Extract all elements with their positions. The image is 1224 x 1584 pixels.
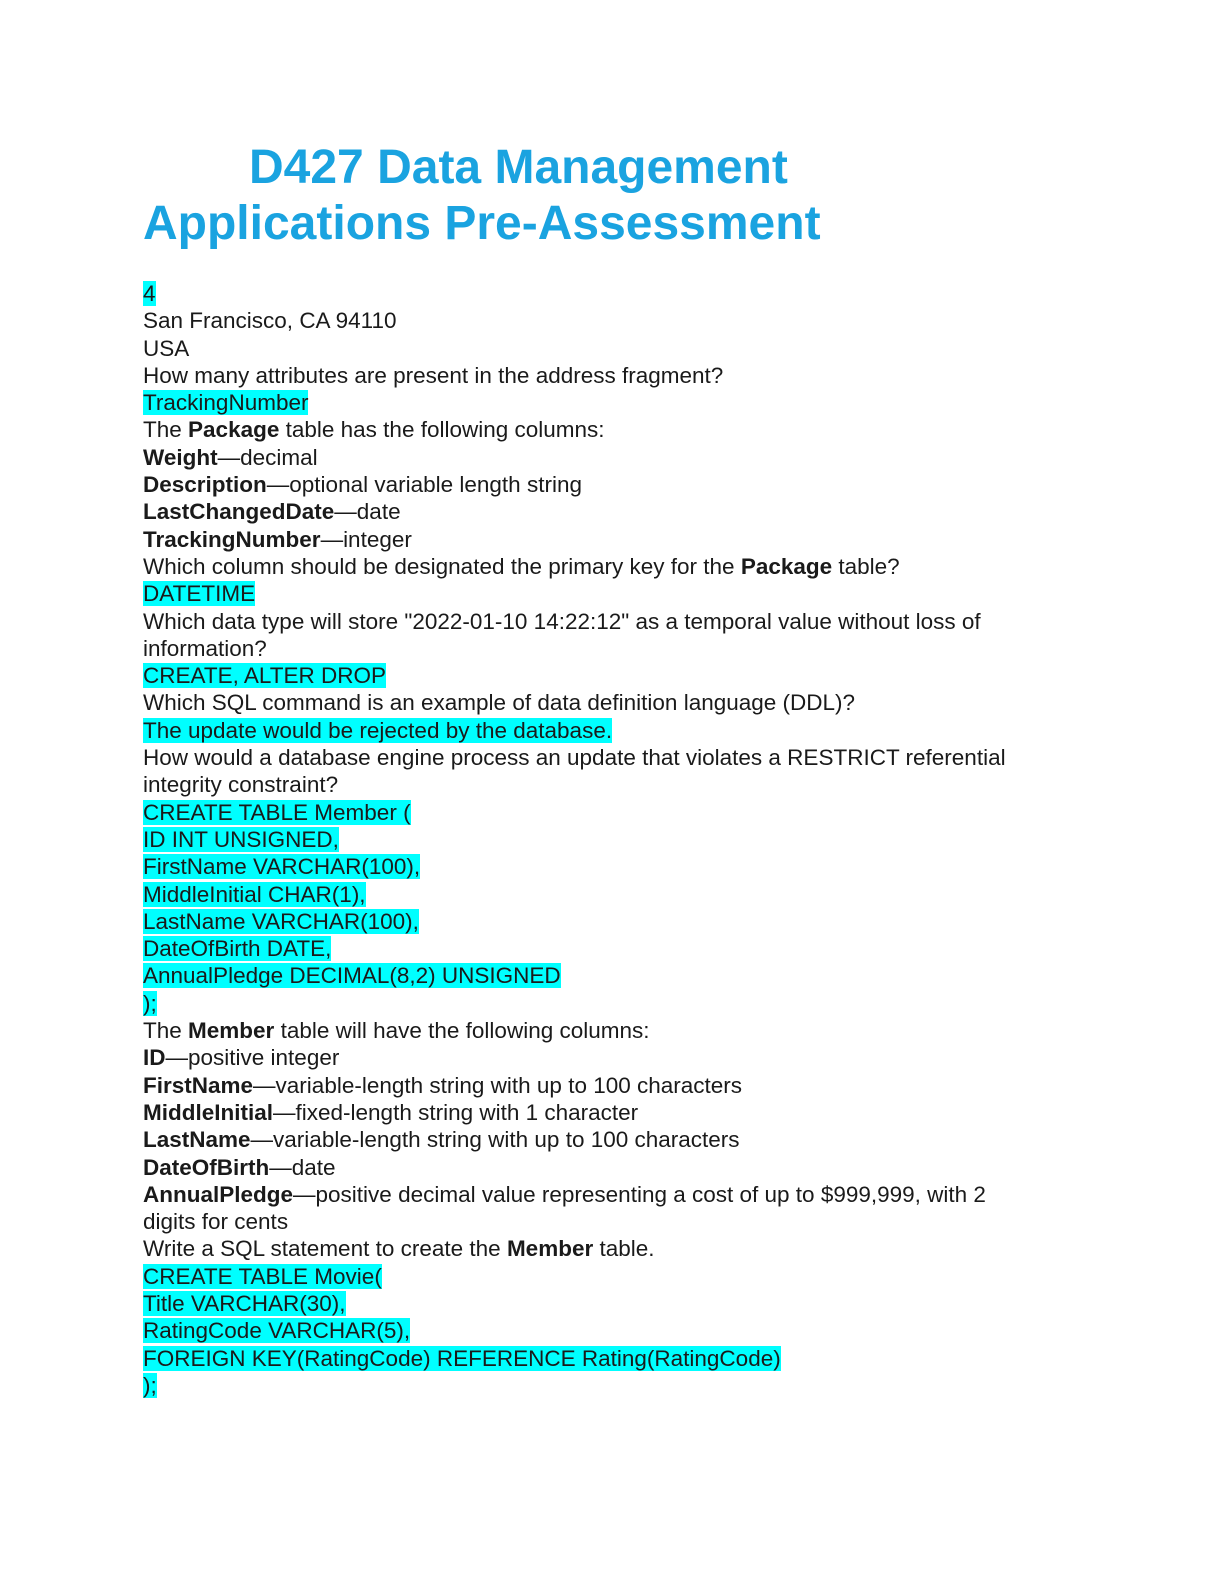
line-text — [143, 472, 582, 497]
text-line — [143, 1181, 1083, 1208]
text-line — [143, 307, 1083, 334]
text-line — [143, 1126, 1083, 1153]
text-run: —optional variable length string — [266, 472, 582, 498]
text-run: How many attributes are present in the address fragment? — [143, 362, 724, 388]
line-text — [143, 445, 318, 470]
text-line — [143, 1154, 1083, 1181]
line-text — [143, 636, 267, 661]
text-run: TrackingNumber — [143, 390, 309, 416]
text-line — [143, 744, 1083, 771]
answer-line — [143, 881, 1083, 908]
bold-term: ID — [143, 1045, 166, 1071]
highlighted-text — [143, 963, 561, 988]
answer-line — [143, 962, 1083, 989]
highlighted-text — [143, 909, 419, 934]
bold-term: Package — [740, 553, 833, 579]
answer-line — [143, 389, 1083, 416]
text-run: ID INT UNSIGNED, — [143, 826, 339, 852]
highlighted-text — [143, 1318, 410, 1343]
text-run: DATETIME — [143, 581, 256, 607]
text-line — [143, 635, 1083, 662]
text-run: Which data type will store "2022-01-10 14:22:12" as a temporal value without loss of — [143, 608, 981, 634]
text-run: digits for cents — [143, 1209, 289, 1235]
answer-line — [143, 1345, 1083, 1372]
answer-line — [143, 662, 1083, 689]
text-line — [143, 1017, 1083, 1044]
text-run: —positive integer — [165, 1045, 340, 1071]
bold-term: AnnualPledge — [143, 1181, 294, 1207]
line-text — [143, 1100, 638, 1125]
line-text — [143, 1045, 339, 1070]
text-line — [143, 498, 1083, 525]
line-text — [143, 527, 412, 552]
bold-term: Member — [188, 1018, 275, 1044]
text-line — [143, 1208, 1083, 1235]
text-run: —variable-length string with up to 100 characters — [250, 1127, 740, 1153]
highlighted-text — [143, 581, 255, 606]
line-text — [143, 1209, 288, 1234]
bold-term: LastChangedDate — [143, 499, 335, 525]
title-line-2: Applications Pre-Assessment — [143, 197, 821, 250]
text-run: ); — [143, 990, 157, 1016]
bold-term: Weight — [143, 444, 218, 470]
text-line — [143, 1235, 1083, 1262]
document-body — [143, 280, 1083, 1399]
text-line — [143, 608, 1083, 635]
bold-term: Package — [188, 417, 280, 443]
highlighted-text — [143, 1346, 781, 1371]
bold-term: LastName — [143, 1127, 251, 1153]
text-run: table. — [593, 1236, 655, 1262]
text-line — [143, 689, 1083, 716]
highlighted-text — [143, 663, 386, 688]
highlighted-text — [143, 718, 612, 743]
text-run: USA — [143, 335, 190, 361]
answer-line — [143, 717, 1083, 744]
answer-line — [143, 580, 1083, 607]
highlighted-text — [143, 882, 366, 907]
text-run: Which SQL command is an example of data definition language (DDL)? — [143, 690, 856, 716]
answer-line — [143, 908, 1083, 935]
text-run: integrity constraint? — [143, 772, 339, 798]
bold-term: MiddleInitial — [143, 1099, 274, 1125]
answer-line — [143, 1263, 1083, 1290]
answer-line — [143, 990, 1083, 1017]
line-text — [143, 1182, 986, 1207]
highlighted-text — [143, 1291, 346, 1316]
text-run: table has the following columns: — [279, 417, 605, 443]
line-text — [143, 1236, 655, 1261]
answer-line — [143, 799, 1083, 826]
answer-line — [143, 1317, 1083, 1344]
highlighted-text — [143, 854, 420, 879]
answer-line — [143, 853, 1083, 880]
line-text — [143, 772, 338, 797]
text-line — [143, 526, 1083, 553]
text-run: The — [143, 1018, 189, 1044]
text-run: San Francisco, CA 94110 — [143, 308, 397, 334]
line-text — [143, 336, 189, 361]
line-text — [143, 690, 855, 715]
line-text — [143, 499, 401, 524]
line-text — [143, 363, 723, 388]
text-run: DateOfBirth DATE, — [143, 936, 332, 962]
text-run: Title VARCHAR(30), — [143, 1290, 346, 1316]
highlighted-text — [143, 1264, 382, 1289]
answer-line — [143, 935, 1083, 962]
text-line — [143, 444, 1083, 471]
text-run: RatingCode VARCHAR(5), — [143, 1318, 411, 1344]
title-line-1: D427 Data Management — [249, 141, 788, 194]
text-run: AnnualPledge DECIMAL(8,2) UNSIGNED — [143, 963, 561, 989]
text-line — [143, 1099, 1083, 1126]
text-line — [143, 1072, 1083, 1099]
answer-line — [143, 1290, 1083, 1317]
line-text — [143, 745, 1006, 770]
text-run: 4 — [143, 281, 156, 306]
text-run: Which column should be designated the primary key for the — [143, 553, 741, 579]
bold-term: TrackingNumber — [143, 526, 321, 552]
text-line — [143, 553, 1083, 580]
line-text — [143, 308, 396, 333]
text-run: —fixed-length string with 1 character — [273, 1099, 639, 1125]
bold-term: Member — [506, 1236, 594, 1262]
text-run: —positive decimal value representing a cost of up to $999,999, with 2 — [293, 1181, 986, 1207]
line-text — [143, 417, 605, 442]
bold-term: DateOfBirth — [143, 1154, 270, 1180]
highlighted-text — [143, 281, 156, 306]
page-title — [143, 140, 1143, 252]
highlighted-text — [143, 390, 308, 415]
text-run: —variable-length string with up to 100 characters — [253, 1072, 743, 1098]
text-run: —date — [334, 499, 401, 525]
text-run: The — [143, 417, 189, 443]
text-line — [143, 362, 1083, 389]
text-run: information? — [143, 635, 267, 661]
text-line — [143, 771, 1083, 798]
text-run: The update would be rejected by the database. — [143, 717, 613, 743]
line-text — [143, 554, 900, 579]
text-run: —integer — [320, 526, 412, 552]
text-run: CREATE TABLE Movie( — [143, 1263, 382, 1289]
text-run: LastName VARCHAR(100), — [143, 908, 419, 934]
text-run: MiddleInitial CHAR(1), — [143, 881, 366, 907]
text-run: FOREIGN KEY(RatingCode) REFERENCE Rating(RatingCode) — [143, 1345, 781, 1371]
answer-line — [143, 826, 1083, 853]
answer-line — [143, 1372, 1083, 1399]
line-text — [143, 1073, 742, 1098]
text-line — [143, 416, 1083, 443]
text-line — [143, 335, 1083, 362]
highlighted-text — [143, 800, 411, 825]
text-run: table? — [832, 553, 900, 579]
text-run: table will have the following columns: — [274, 1018, 650, 1044]
text-run: How would a database engine process an update that violates a RESTRICT referential — [143, 745, 1006, 771]
line-text — [143, 1018, 650, 1043]
highlighted-text — [143, 991, 157, 1016]
text-line — [143, 471, 1083, 498]
text-run: —decimal — [217, 444, 318, 470]
text-run: CREATE TABLE Member ( — [143, 799, 411, 825]
text-run: Write a SQL statement to create the — [143, 1236, 507, 1262]
line-text — [143, 1155, 336, 1180]
text-run: FirstName VARCHAR(100), — [143, 854, 421, 880]
highlighted-text — [143, 1373, 157, 1398]
bold-term: Description — [143, 472, 267, 498]
text-run: —date — [269, 1154, 336, 1180]
highlighted-text — [143, 827, 339, 852]
text-line — [143, 1044, 1083, 1071]
line-text — [143, 1127, 740, 1152]
answer-line — [143, 280, 1083, 307]
text-run: ); — [143, 1372, 157, 1398]
highlighted-text — [143, 936, 331, 961]
bold-term: FirstName — [143, 1072, 254, 1098]
line-text — [143, 609, 981, 634]
text-run: CREATE, ALTER DROP — [143, 663, 386, 689]
